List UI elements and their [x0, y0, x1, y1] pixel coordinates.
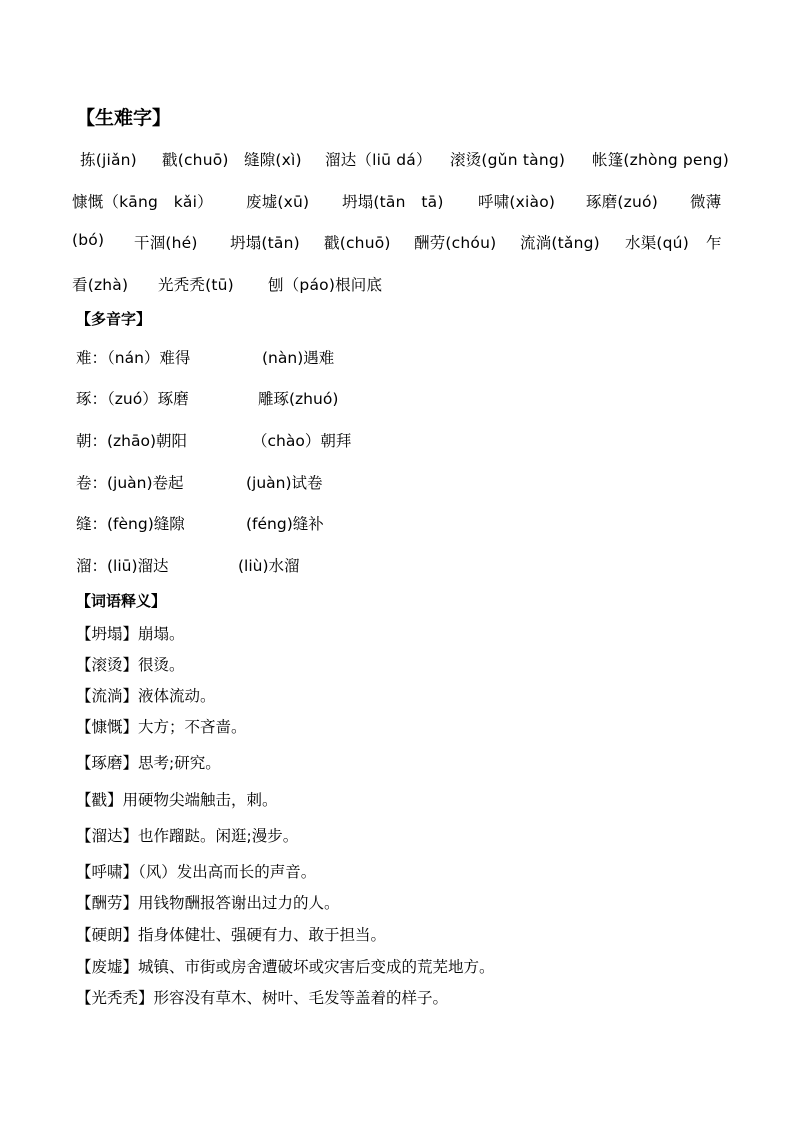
- polyphone-reading-b: (liù)水溜: [238, 557, 300, 575]
- definition-item: 【溜达】也作蹓跶。闲逛;漫步。: [76, 827, 299, 845]
- section-title-new-characters: 【生难字】: [76, 107, 172, 129]
- polyphone-reading-b: (nàn)遇难: [262, 349, 335, 367]
- section-title-polyphones: 【多音字】: [76, 310, 152, 328]
- definition-item: 【戳】用硬物尖端触击，刺。: [76, 791, 278, 809]
- definition-item: 【慷慨】大方；不吝啬。: [76, 718, 247, 736]
- polyphone-reading-a: 缝：(fèng)缝隙: [76, 515, 185, 533]
- new-char-item: 戳(chuō): [324, 234, 391, 252]
- new-char-item: 坍塌(tān): [230, 234, 300, 252]
- section-title-definitions: 【词语释义】: [76, 592, 167, 610]
- definition-item: 【流淌】液体流动。: [76, 687, 216, 705]
- definition-item: 【废墟】城镇、市街或房舍遭破坏或灾害后变成的荒芜地方。: [76, 958, 495, 976]
- new-char-item: 废墟(xū): [246, 193, 310, 211]
- new-char-item: 戳(chuō): [162, 151, 229, 169]
- definition-item: 【酬劳】用钱物酬报答谢出过力的人。: [76, 894, 340, 912]
- polyphone-reading-a: 琢：（zuó）琢磨: [76, 390, 189, 408]
- new-char-item: (bó): [72, 231, 105, 249]
- new-char-item: 乍: [706, 234, 722, 252]
- new-char-item: 流淌(tǎng): [520, 234, 600, 252]
- polyphone-reading-b: 雕琢(zhuó): [258, 390, 339, 408]
- polyphone-reading-b: (juàn)试卷: [246, 474, 323, 492]
- new-char-item: 缝隙(xì): [244, 151, 302, 169]
- new-char-item: 水渠(qú): [625, 234, 689, 252]
- new-char-item: 滚烫(gǔn tàng): [450, 151, 566, 169]
- new-char-item: 光秃秃(tū): [158, 276, 234, 294]
- polyphone-row: [76, 554, 300, 576]
- new-char-item: 呼啸(xiào): [478, 193, 556, 211]
- definition-item: 【滚烫】很烫。: [76, 656, 185, 674]
- polyphone-reading-a: 卷：(juàn)卷起: [76, 474, 184, 492]
- new-char-item: 坍塌(tān tā): [342, 193, 444, 211]
- definition-item: 【坍塌】崩塌。: [76, 625, 185, 643]
- polyphone-reading-a: 难：（nán）难得: [76, 349, 191, 367]
- new-char-item: 酬劳(chóu): [414, 234, 497, 252]
- polyphone-row: [76, 471, 323, 493]
- polyphone-reading-a: 溜：(liū)溜达: [76, 557, 169, 575]
- polyphone-reading-b: (féng)缝补: [246, 515, 324, 533]
- definition-item: 【光秃秃】形容没有草木、树叶、毛发等盖着的样子。: [76, 989, 449, 1007]
- new-char-item: 溜达（liū dá）: [325, 151, 432, 169]
- polyphone-reading-b: （chào）朝拜: [252, 432, 352, 450]
- polyphone-row: [76, 429, 352, 451]
- new-char-item: 刨（páo)根问底: [268, 276, 383, 294]
- polyphone-row: [76, 512, 324, 534]
- polyphone-row: [76, 387, 339, 409]
- polyphone-reading-a: 朝：(zhāo)朝阳: [76, 432, 188, 450]
- new-char-item: 拣(jiǎn): [80, 151, 137, 169]
- new-char-item: 琢磨(zuó): [586, 193, 658, 211]
- polyphone-row: [76, 346, 335, 368]
- definition-item: 【呼啸】（风）发出高而长的声音。: [76, 863, 317, 881]
- new-char-item: 慷慨（kāng kǎi）: [72, 193, 213, 211]
- definition-item: 【琢磨】思考;研究。: [76, 754, 221, 772]
- definition-item: 【硬朗】指身体健壮、强硬有力、敢于担当。: [76, 926, 387, 944]
- new-char-item: 看(zhà): [72, 276, 129, 294]
- new-char-item: 干涸(hé): [134, 234, 198, 252]
- new-char-item: 帐篷(zhòng peng): [592, 151, 729, 169]
- new-char-item: 微薄: [690, 193, 722, 211]
